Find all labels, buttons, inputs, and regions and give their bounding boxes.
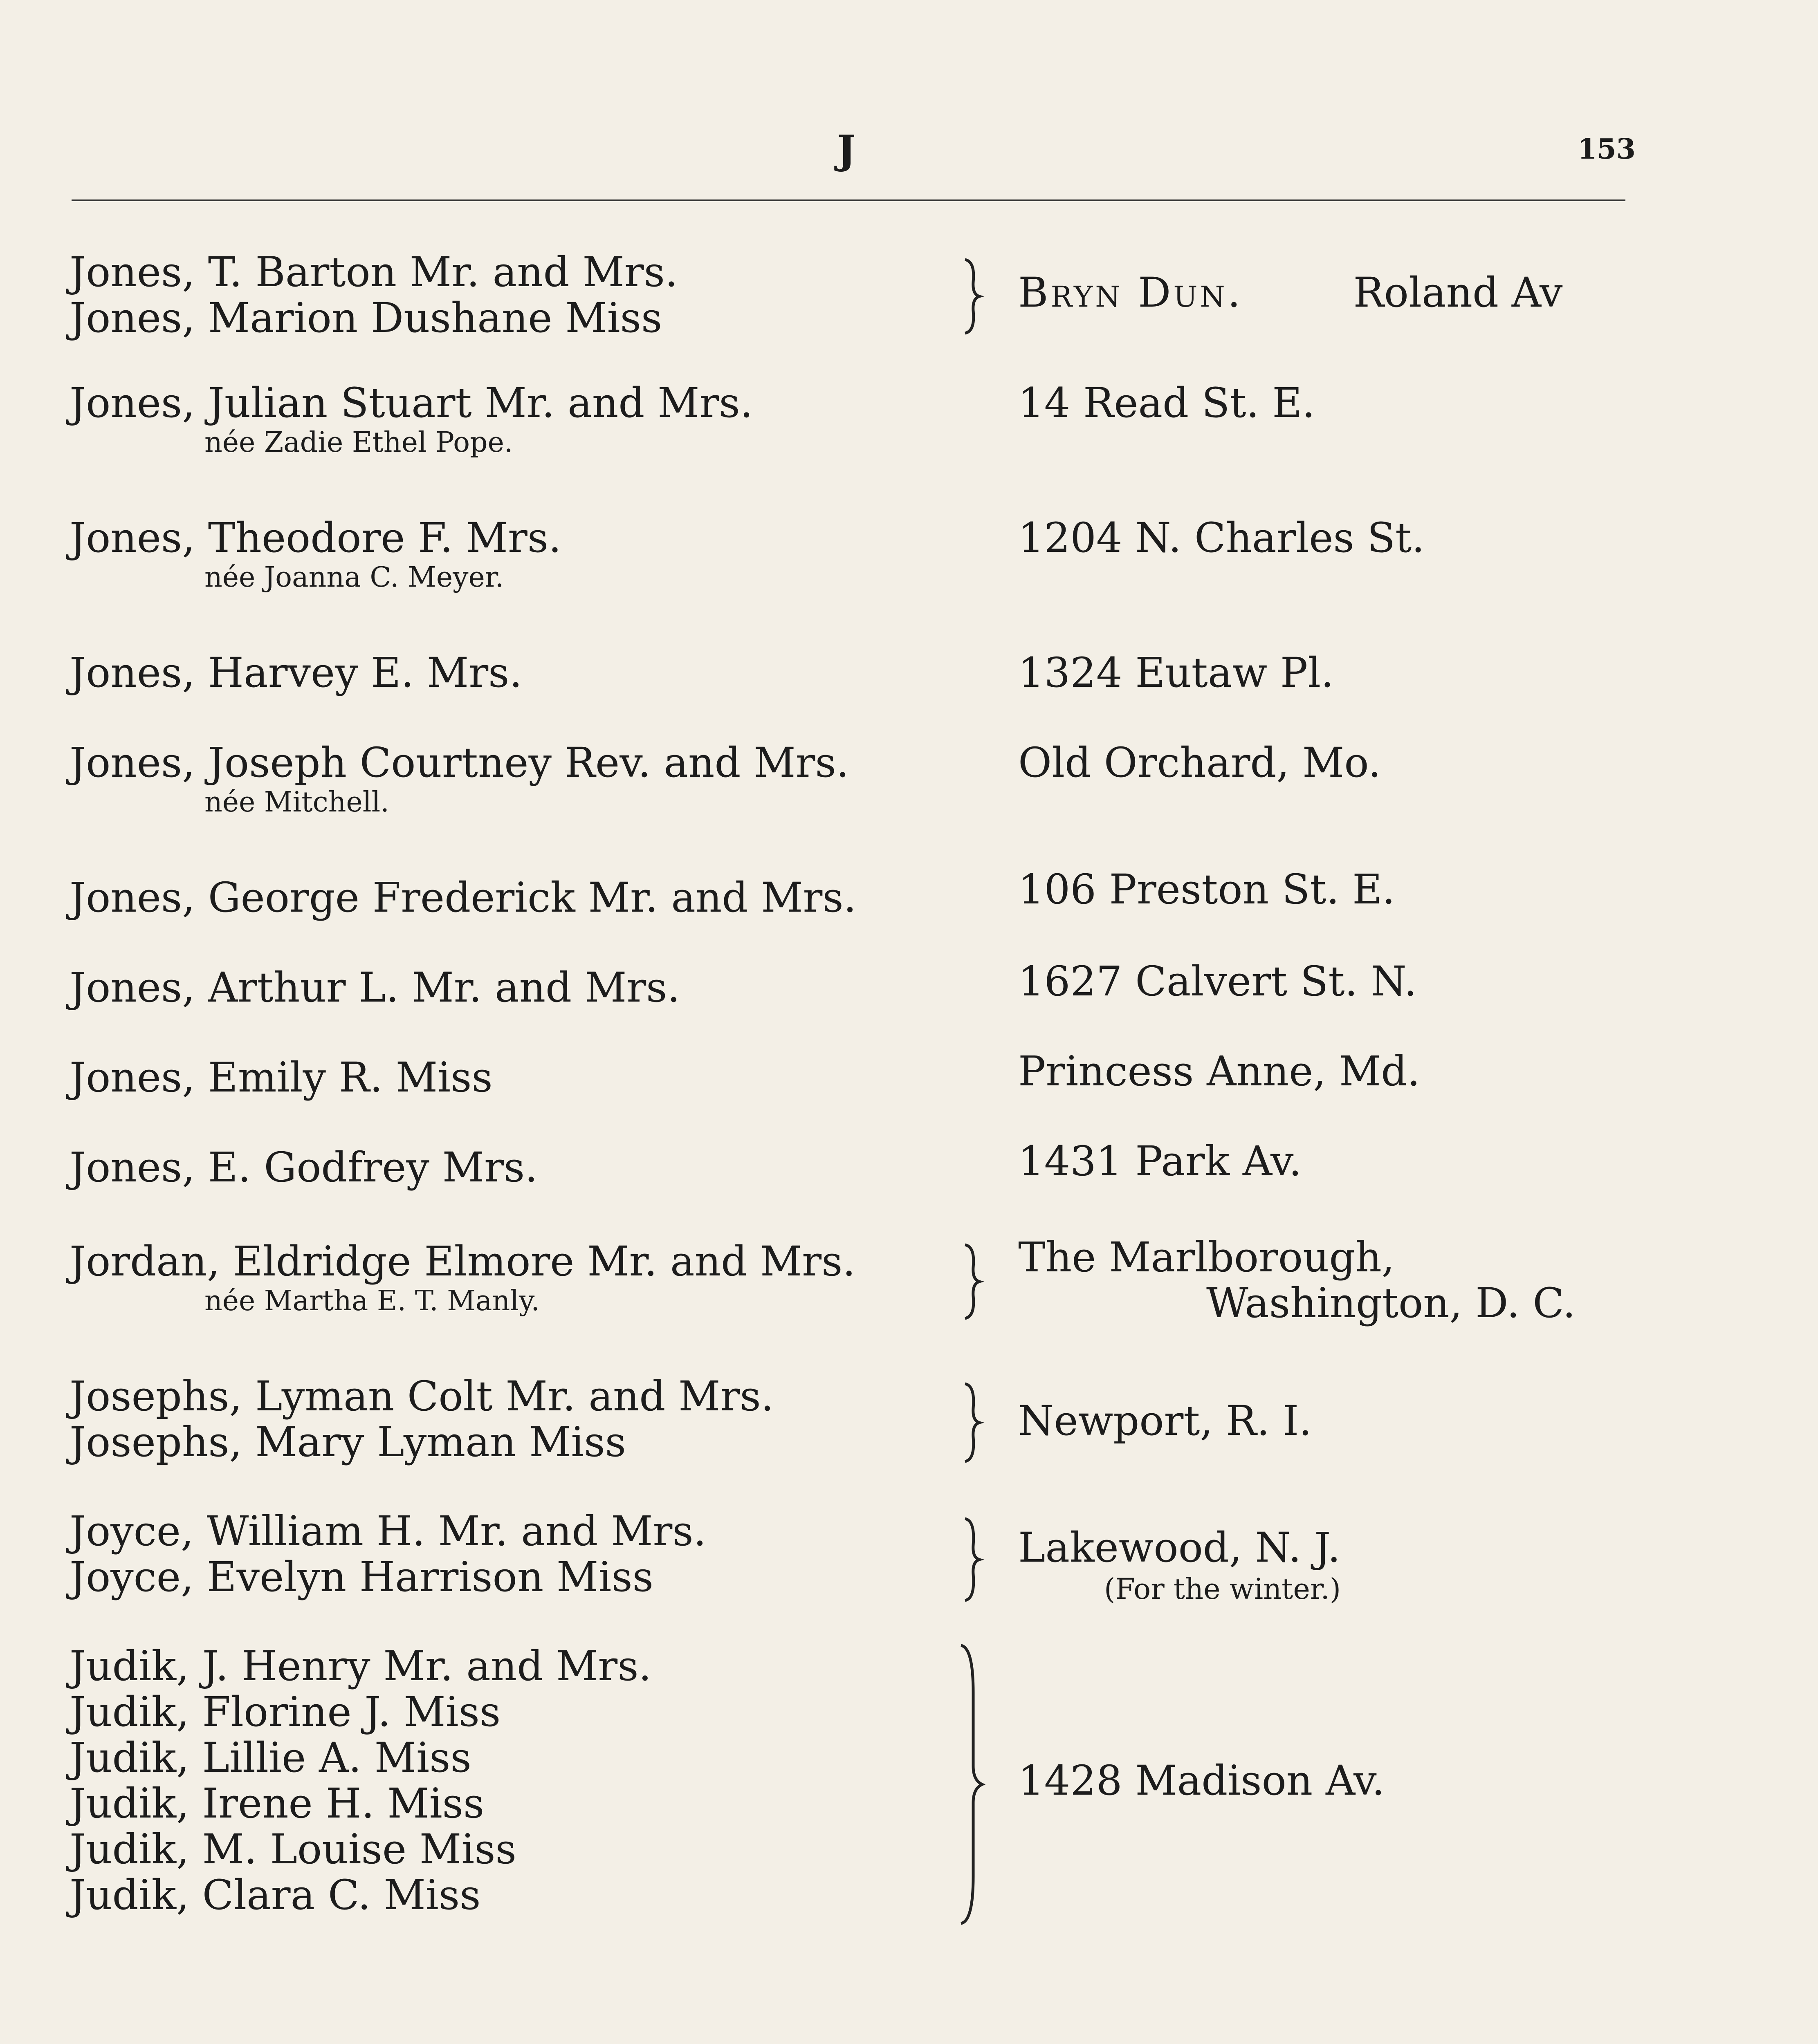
entry-name: Jones, Arthur L. Mr. and Mrs. <box>70 964 680 1011</box>
entry-name: Jordan, Eldridge Elmore Mr. and Mrs. <box>70 1237 856 1285</box>
entry-address: The Marlborough, <box>1018 1233 1395 1281</box>
entry-name: Jones, Julian Stuart Mr. and Mrs. <box>70 379 753 427</box>
entry-name: Jones, E. Godfrey Mrs. <box>70 1143 538 1191</box>
brace-icon <box>957 1382 985 1464</box>
entry-address: Old Orchard, Mo. <box>1018 739 1381 787</box>
entry-address: 1627 Calvert St. N. <box>1018 957 1417 1005</box>
entry-name: Jones, George Frederick Mr. and Mrs. <box>70 874 857 921</box>
brace-icon <box>957 1643 985 1925</box>
entry-name: Jones, Theodore F. Mrs. <box>70 514 561 562</box>
entry-nee: née Mitchell. <box>204 786 389 818</box>
entry-address-line-2: Washington, D. C. <box>1206 1279 1576 1327</box>
entry-name: Jones, Marion Dushane Miss <box>70 294 662 342</box>
section-letter: J <box>837 127 856 173</box>
entry-name: Josephs, Lyman Colt Mr. and Mrs. <box>70 1372 774 1420</box>
entry-address: Princess Anne, Md. <box>1018 1047 1421 1095</box>
address-house-name: Bryn Dun. <box>1018 269 1243 316</box>
entry-address: 1324 Eutaw Pl. <box>1018 649 1334 697</box>
entry-address: 106 Preston St. E. <box>1018 865 1395 913</box>
entry-name: Judik, M. Louise Miss <box>70 1825 516 1873</box>
header-rule <box>72 199 1625 201</box>
entry-name: Joyce, Evelyn Harrison Miss <box>70 1553 654 1601</box>
entry-name: Judik, J. Henry Mr. and Mrs. <box>70 1642 652 1690</box>
entry-name: Joyce, William H. Mr. and Mrs. <box>70 1507 707 1555</box>
entry-name: Jones, Joseph Courtney Rev. and Mrs. <box>70 739 849 787</box>
entry-name: Jones, T. Barton Mr. and Mrs. <box>70 248 678 296</box>
entry-name: Jones, Harvey E. Mrs. <box>70 649 523 697</box>
brace-icon <box>957 1243 985 1320</box>
entry-address: Newport, R. I. <box>1018 1397 1312 1445</box>
brace-icon <box>957 1517 985 1602</box>
entry-address: 1431 Park Av. <box>1018 1137 1302 1185</box>
entry-address: 14 Read St. E. <box>1018 379 1315 427</box>
entry-name: Josephs, Mary Lyman Miss <box>70 1418 626 1466</box>
entry-address: Lakewood, N. J. <box>1018 1524 1341 1571</box>
entry-address: 1428 Madison Av. <box>1018 1757 1385 1804</box>
entry-nee: née Zadie Ethel Pope. <box>204 426 513 459</box>
entry-name: Jones, Emily R. Miss <box>70 1053 493 1101</box>
entry-name: Judik, Irene H. Miss <box>70 1780 485 1827</box>
entry-name: Judik, Lillie A. Miss <box>70 1734 471 1782</box>
entry-name: Judik, Clara C. Miss <box>70 1871 481 1919</box>
entry-nee: née Martha E. T. Manly. <box>204 1285 540 1317</box>
entry-name: Judik, Florine J. Miss <box>70 1688 501 1736</box>
address-street: Roland Av <box>1353 269 1563 316</box>
brace-icon <box>957 258 985 335</box>
entry-address: 1204 N. Charles St. <box>1018 514 1425 562</box>
entry-note: (For the winter.) <box>1104 1572 1341 1606</box>
entry-nee: née Joanna C. Meyer. <box>204 561 504 594</box>
page-number: 153 <box>1578 133 1636 166</box>
